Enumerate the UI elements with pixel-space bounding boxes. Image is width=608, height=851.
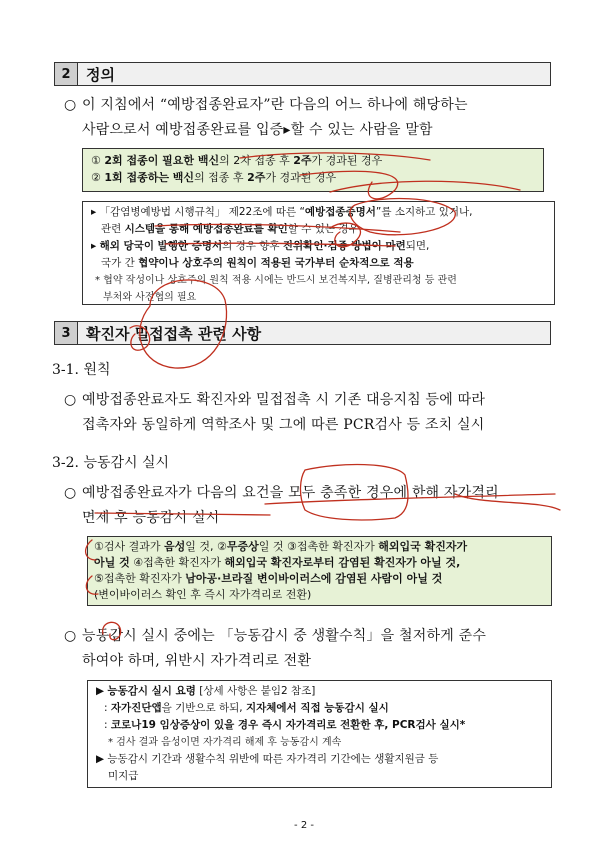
conditions-line-1: ①검사 결과가 음성일 것, ②무증상일 것 ③접촉한 확진자가 해외입국 확진자가 xyxy=(94,540,468,553)
def-line-2: 사람으로서 예방접종완료를 입증▸할 수 있는 사람을 말함 xyxy=(82,122,433,138)
section-3-header xyxy=(54,321,551,345)
section-2-header xyxy=(54,62,551,86)
proof-note-2: 부처와 사전협의 필요 xyxy=(103,292,197,303)
proof-line-2: 관련 시스템을 통해 예방접종완료를 확인할 수 있는 경우 xyxy=(101,223,359,235)
principle-paragraph xyxy=(64,388,564,438)
rules-line-1: 능동감시 실시 중에는 「능동감시 중 생활수칙」을 철저하게 준수 xyxy=(82,628,487,644)
proof-note-1: * 협약 작성이나 상호주의 원칙 적용 시에는 반드시 보건복지부, 질병관리청 등 관련 xyxy=(95,275,457,286)
proof-method-box xyxy=(82,201,555,305)
monitoring-rules-paragraph xyxy=(64,624,564,674)
section-title: 확진자 밀접접촉 관련 사항 xyxy=(86,324,262,343)
subsection-3-2-title: 3-2. 능동감시 실시 xyxy=(52,455,170,471)
subsection-3-1-title: 3-1. 원칙 xyxy=(52,362,111,378)
criteria-item-2: ② 1회 접종하는 백신의 접종 후 2주가 경과된 경우 xyxy=(91,171,337,184)
section-title: 정의 xyxy=(86,65,115,84)
monitoring-condition-paragraph xyxy=(64,481,564,531)
principle-line-2: 접촉자와 동일하게 역학조사 및 그에 따른 PCR검사 등 조치 실시 xyxy=(82,417,485,433)
guide-note: * 검사 결과 음성이면 자가격리 해제 후 능동감시 계속 xyxy=(108,737,342,748)
guide-line-2: : 코로나19 임상증상이 있을 경우 즉시 자가격리로 전환한 후, PCR검사 실시* xyxy=(104,719,466,731)
section-number: 3 xyxy=(55,322,78,344)
conditions-line-3: ⑤접촉한 확진자가 남아공·브라질 변이바이러스에 감염된 사람이 아닐 것 xyxy=(94,572,443,585)
bullet-circle: ○ xyxy=(64,628,77,644)
guide-line-3: ▶ 능동감시 기간과 생활수칙 위반에 따른 자가격리 기간에는 생활지원금 등 xyxy=(96,753,439,765)
conditions-line-2: 아닐 것 ④접촉한 확진자가 해외입국 확진자로부터 감염된 확진자가 아닐 것, xyxy=(94,556,461,569)
section-number: 2 xyxy=(55,63,78,85)
monitoring-guidelines-box xyxy=(87,680,552,788)
criteria-item-1: ① 2회 접종이 필요한 백신의 2차 접종 후 2주가 경과된 경우 xyxy=(91,154,383,167)
rules-line-2: 하여야 하며, 위반시 자가격리로 전환 xyxy=(82,653,312,669)
def-line-1: 이 지침에서 “예방접종완료자”란 다음의 어느 하나에 해당하는 xyxy=(82,97,468,113)
guide-title: ▶ 능동감시 실시 요령 [상세 사항은 붙임2 참조] xyxy=(96,685,316,697)
condition-line-2: 면제 후 능동감시 실시 xyxy=(82,510,220,526)
page-number: - 2 - xyxy=(294,820,314,831)
bullet-circle: ○ xyxy=(64,485,77,501)
principle-line-1: 예방접종완료자도 확진자와 밀접접촉 시 기존 대응지침 등에 따라 xyxy=(82,392,486,408)
proof-line-1: ▸ 「감염병예방법 시행규칙」 제22조에 따른 “예방접종증명서”를 소지하고 있거나, xyxy=(91,206,473,218)
bullet-circle: ○ xyxy=(64,392,77,408)
exemption-conditions-box xyxy=(87,536,552,606)
bullet-circle: ○ xyxy=(64,97,77,113)
proof-line-3: ▸ 해외 당국이 발행한 증명서의 경우 향후 진위확인·검증 방법이 마련되면, xyxy=(91,240,430,252)
definition-paragraph xyxy=(64,93,564,143)
proof-line-4: 국가 간 협약이나 상호주의 원칙이 적용된 국가부터 순차적으로 적용 xyxy=(101,257,414,269)
guide-line-4: 미지급 xyxy=(108,770,139,782)
guide-line-1: : 자가진단앱을 기반으로 하되, 지자체에서 직접 능동감시 실시 xyxy=(104,702,389,714)
condition-line-1: 예방접종완료자가 다음의 요건을 모두 충족한 경우에 한해 자가격리 xyxy=(82,485,499,501)
conditions-line-4: (변이바이러스 확인 후 즉시 자가격리로 전환) xyxy=(94,588,312,601)
definition-criteria-box xyxy=(82,148,544,192)
